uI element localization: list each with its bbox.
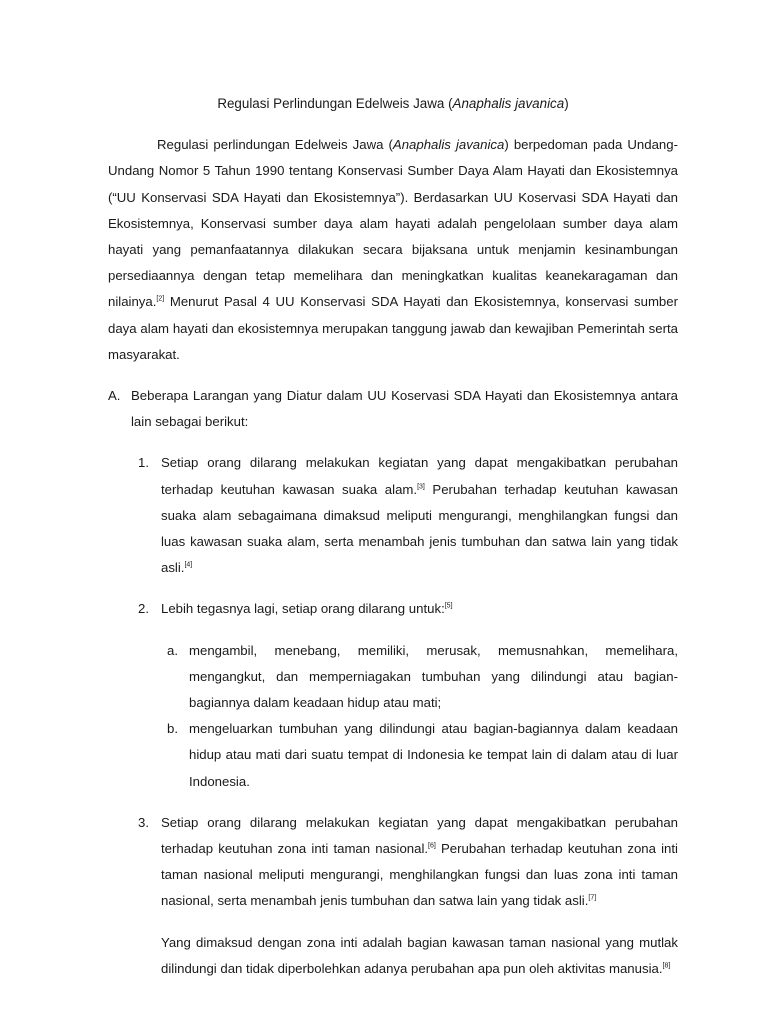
list-item-2-sublist: [108, 638, 678, 795]
section-a-heading: Beberapa Larangan yang Diatur dalam UU Koservasi SDA Hayati dan Ekosistemnya antara lain sebagai berikut:: [131, 388, 678, 430]
document-title: [108, 91, 678, 117]
sub-item-b-text: mengeluarkan tumbuhan yang dilindungi atau bagian-bagiannya dalam keadaan hidup atau mati dari suatu tempat di Indonesia ke tempat lain di dalam atau di luar Indonesia.: [189, 721, 678, 789]
footnote-ref-8[interactable]: [8]: [662, 962, 671, 970]
zona-inti-definition-text: Yang dimaksud dengan zona inti adalah bagian kawasan taman nasional yang mutlak dilindungi dan tidak diperbolehkan adanya perubahan apa pun oleh aktivitas manusia.: [161, 934, 678, 976]
list-item-2-marker: 2.: [138, 601, 149, 617]
title-species-name: Anaphalis javanica: [452, 96, 565, 111]
list-item-2: [108, 596, 678, 622]
intro-text-1: Regulasi perlindungan Edelweis Jawa (: [157, 137, 393, 153]
intro-paragraph: [108, 132, 678, 368]
title-close: ): [564, 96, 569, 111]
title-text: Regulasi Perlindungan Edelweis Jawa (: [217, 96, 453, 111]
footnote-ref-4[interactable]: [4]: [184, 561, 193, 569]
sub-item-b: [108, 716, 678, 795]
list-item-1-text-2: Perubahan terhadap keutuhan kawasan suaka alam sebagaimana dimaksud meliputi mengurangi, menghilangkan fungsi dan luas kawasan suaka alam, serta menambah jenis tumbuhan dan satwa lain yang tidak asli.: [161, 481, 679, 576]
list-item-3-marker: 3.: [138, 814, 149, 830]
section-a-marker: A.: [108, 388, 121, 404]
document-body: [108, 91, 678, 982]
footnote-ref-6[interactable]: [6]: [428, 842, 436, 850]
list-item-1: [108, 450, 678, 581]
intro-species-name: Anaphalis javanica: [392, 137, 505, 153]
sub-item-a: [108, 638, 678, 717]
footnote-ref-2[interactable]: [2]: [156, 296, 165, 304]
list-item-3-text-1: Setiap orang dilarang melakukan kegiatan yang dapat mengakibatkan perubahan terhadap keutuhan zona inti taman nasional.: [161, 814, 678, 857]
intro-text-3: Menurut Pasal 4 UU Konservasi SDA Hayati dan Ekosistemnya, konservasi sumber daya alam hayati dan ekosistemnya merupakan tanggung jawab dan kewajiban Pemerintah serta masyarakat.: [108, 294, 678, 362]
list-item-1-text-1: Setiap orang dilarang melakukan kegiatan yang dapat mengakibatkan perubahan terhadap keutuhan kawasan suaka alam.: [161, 455, 678, 497]
sub-item-b-marker: b.: [167, 721, 178, 737]
sub-item-a-text: mengambil, menebang, memiliki, merusak, memusnahkan, memelihara, mengangkut, dan memperniagakan tumbuhan yang dilindungi atau bagian-bagiannya dalam keadaan hidup atau mati;: [189, 642, 678, 711]
list-item-1-marker: 1.: [138, 455, 149, 471]
intro-text-2: ) berpedoman pada Undang-Undang Nomor 5 Tahun 1990 tentang Konservasi Sumber Daya Alam Hayati dan Ekosistemnya (“UU Konservasi SDA Hayati dan Ekosistemnya”). Berdasarkan UU Koservasi SDA Hayati dan Ekosistemnya, Konservasi sumber daya alam hayati adalah pengelolaan sumber daya alam hayati yang pemanfaatannya dilakukan secara bijaksana untuk menjamin kesinambungan persediaannya dengan tetap memelihara dan meningkatkan kualitas keanekaragaman dan nilainya.: [108, 137, 678, 310]
list-item-2-text: Lebih tegasnya lagi, setiap orang dilarang untuk:: [161, 601, 445, 617]
footnote-ref-3[interactable]: [3]: [417, 483, 425, 491]
footnote-ref-7[interactable]: [7]: [588, 895, 597, 903]
zona-inti-definition: [108, 930, 678, 982]
list-item-3-text-2: Perubahan terhadap keutuhan zona inti taman nasional meliputi mengurangi, menghilangkan fungsi dan luas zona inti taman nasional, serta menambah jenis tumbuhan dan satwa lain yang tidak asli.: [161, 841, 678, 909]
section-a: [108, 383, 678, 435]
sub-item-a-marker: a.: [167, 642, 178, 658]
list-item-3: [108, 810, 678, 915]
footnote-ref-5[interactable]: [5]: [444, 603, 453, 611]
